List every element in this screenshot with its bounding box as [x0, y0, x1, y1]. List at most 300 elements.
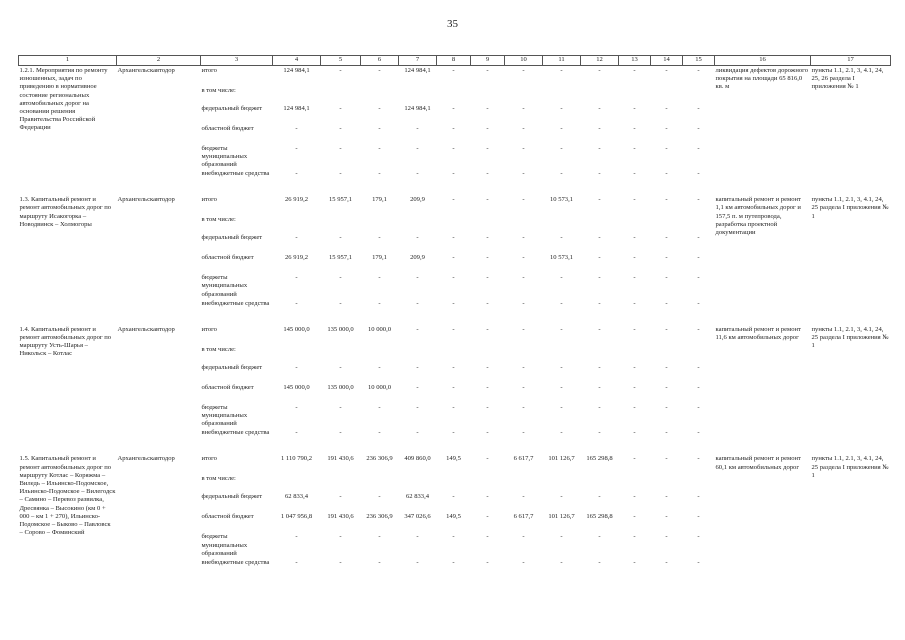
amount-cell: 10 573,1 — [549, 196, 574, 204]
funding-source: бюджеты муниципальных образований — [201, 403, 248, 428]
amount-cell: 15 957,1 — [328, 254, 353, 262]
amount-cell: - — [598, 67, 601, 74]
amount-cell: - — [633, 325, 636, 333]
funding-source: итого — [201, 455, 217, 463]
amount-cell: 179,1 — [372, 254, 387, 262]
amount-cell: - — [486, 429, 489, 437]
amount-cell: - — [697, 124, 700, 132]
amount-cell: - — [486, 558, 489, 566]
amount-cell: - — [522, 124, 525, 132]
column-header: 9 — [471, 56, 505, 66]
amount-cell: - — [416, 363, 419, 371]
amount-cell — [273, 345, 321, 363]
amount-cell: 124 984,1 — [404, 104, 431, 112]
amount-cell: - — [416, 383, 419, 391]
column-header: 8 — [437, 56, 471, 66]
amount-cell: - — [598, 429, 601, 437]
amount-cell: - — [633, 170, 636, 178]
column-header: 10 — [505, 56, 543, 66]
measure-description: 1.4. Капитальный ремонт и ремонт автомобильных дорог по маршруту Усть-Шарья – Никольск – Котлас — [19, 325, 112, 358]
amount-cell: - — [416, 533, 419, 541]
amount-cell: - — [378, 104, 381, 112]
amount-cell: - — [339, 170, 342, 178]
amount-cell: - — [697, 299, 700, 307]
amount-cell — [437, 345, 471, 363]
column-header: 15 — [683, 56, 715, 66]
amount-cell: - — [598, 234, 601, 242]
amount-cell: - — [633, 299, 636, 307]
amount-cell: - — [598, 558, 601, 566]
amount-cell: - — [522, 104, 525, 112]
amount-cell: - — [486, 67, 489, 74]
amount-cell: - — [378, 493, 381, 501]
amount-cell: 124 984,1 — [283, 67, 310, 74]
amount-cell: - — [486, 325, 489, 333]
amount-cell: - — [339, 104, 342, 112]
amount-cell: 62 833,4 — [284, 493, 309, 501]
amount-cell: - — [452, 254, 455, 262]
amount-cell: - — [598, 104, 601, 112]
measure-description: 1.5. Капитальный ремонт и ремонт автомобильных дорог по маршруту Котлас – Коряжма – Виледь – Ильинско-Подомское, Ильинско-Подомское – Вилегодск – Самино – Перевоз развилка, Дресвянка – Высокино (км 0 + 000 – км 1 + 270), Ильинско-Подомское – Быково – Павловск – Сорово – Фоминский — [19, 455, 116, 537]
funding-source: внебюджетные средства — [201, 299, 270, 307]
amount-cell: - — [378, 533, 381, 541]
column-header: 7 — [399, 56, 437, 66]
amount-cell: - — [295, 533, 298, 541]
funding-source: бюджеты муниципальных образований — [201, 533, 248, 557]
amount-cell: - — [697, 170, 700, 178]
funding-source: внебюджетные средства — [201, 170, 270, 178]
amount-cell: - — [486, 196, 489, 204]
indicator-references: пункты 1.1, 2.1, 3, 4.1, 24, 25 раздела I приложения № 1 — [811, 196, 889, 220]
amount-cell: - — [665, 299, 668, 307]
amount-cell: - — [416, 274, 419, 282]
amount-cell: - — [452, 325, 455, 333]
amount-cell: - — [522, 67, 525, 74]
table-body — [19, 66, 891, 578]
amount-cell: - — [560, 144, 563, 152]
indicator-references: пункты 1.1, 2.1, 3, 4.1, 24, 25, 26 раздела I приложения № 1 — [811, 67, 884, 91]
amount-cell: 135 000,0 — [327, 383, 354, 391]
amount-cell: - — [665, 104, 668, 112]
amount-cell: - — [339, 558, 342, 566]
amount-cell: - — [295, 144, 298, 152]
amount-cell: - — [295, 234, 298, 242]
amount-cell: 145 000,0 — [283, 383, 310, 391]
table-row — [19, 325, 891, 345]
amount-cell: - — [598, 325, 601, 333]
amount-cell: - — [560, 363, 563, 371]
amount-cell: - — [452, 363, 455, 371]
amount-cell: - — [633, 104, 636, 112]
amount-cell: 179,1 — [372, 196, 387, 204]
amount-cell — [619, 345, 651, 363]
amount-cell: - — [339, 363, 342, 371]
funding-source: федеральный бюджет — [201, 363, 263, 371]
amount-cell — [581, 474, 619, 492]
amount-cell: - — [378, 274, 381, 282]
amount-cell: 236 306,9 — [366, 513, 393, 521]
amount-cell: - — [486, 104, 489, 112]
amount-cell: - — [522, 403, 525, 411]
amount-cell — [651, 86, 683, 104]
amount-cell: - — [339, 274, 342, 282]
amount-cell: - — [665, 325, 668, 333]
amount-cell — [321, 215, 361, 233]
amount-cell — [471, 345, 505, 363]
amount-cell: - — [633, 513, 636, 521]
program-table — [18, 55, 891, 578]
amount-cell: - — [633, 254, 636, 262]
amount-cell — [361, 86, 399, 104]
amount-cell: - — [697, 67, 700, 74]
expected-result: капитальный ремонт и ремонт 11,6 км автомобильных дорог — [715, 325, 801, 341]
amount-cell: 6 617,7 — [513, 513, 534, 521]
amount-cell: - — [486, 234, 489, 242]
amount-cell: - — [633, 493, 636, 501]
funding-source: федеральный бюджет — [201, 104, 263, 112]
amount-cell — [321, 86, 361, 104]
amount-cell: 1 047 956,8 — [280, 513, 313, 521]
funding-source: итого — [201, 196, 217, 204]
amount-cell: - — [486, 363, 489, 371]
amount-cell: - — [295, 429, 298, 437]
amount-cell: - — [295, 170, 298, 178]
amount-cell: - — [697, 325, 700, 333]
amount-cell: - — [665, 513, 668, 521]
amount-cell: - — [665, 67, 668, 74]
amount-cell — [505, 345, 543, 363]
amount-cell: - — [486, 124, 489, 132]
amount-cell: 149,5 — [446, 455, 461, 463]
amount-cell: - — [697, 254, 700, 262]
amount-cell: - — [452, 533, 455, 541]
amount-cell: - — [522, 325, 525, 333]
expected-result: ликвидация дефектов дорожного покрытия на площади 65 816,0 кв. м — [715, 67, 809, 91]
amount-cell: - — [295, 274, 298, 282]
amount-cell: - — [522, 234, 525, 242]
funding-source: в том числе: — [201, 216, 236, 224]
amount-cell: 165 298,8 — [586, 513, 613, 521]
amount-cell: - — [633, 429, 636, 437]
amount-cell: - — [665, 383, 668, 391]
column-header: 1 — [19, 56, 117, 66]
amount-cell: - — [665, 429, 668, 437]
amount-cell: - — [633, 144, 636, 152]
amount-cell: - — [452, 493, 455, 501]
amount-cell: - — [486, 383, 489, 391]
amount-cell: 135 000,0 — [327, 325, 354, 333]
column-header: 2 — [117, 56, 201, 66]
amount-cell: - — [560, 403, 563, 411]
amount-cell: - — [339, 144, 342, 152]
amount-cell: - — [339, 124, 342, 132]
column-header: 12 — [581, 56, 619, 66]
amount-cell: 26 919,2 — [284, 196, 309, 204]
amount-cell: - — [522, 196, 525, 204]
amount-cell: - — [665, 533, 668, 541]
amount-cell: 209,9 — [410, 254, 425, 262]
amount-cell: - — [486, 274, 489, 282]
amount-cell: - — [486, 144, 489, 152]
amount-cell: - — [560, 533, 563, 541]
amount-cell: - — [452, 299, 455, 307]
table-row — [19, 195, 891, 215]
amount-cell — [543, 474, 581, 492]
amount-cell: - — [633, 403, 636, 411]
amount-cell — [651, 215, 683, 233]
amount-cell: - — [339, 429, 342, 437]
amount-cell: 165 298,8 — [586, 455, 613, 463]
funding-source: в том числе: — [201, 475, 236, 483]
amount-cell: 149,5 — [446, 513, 461, 521]
amount-cell: - — [560, 429, 563, 437]
amount-cell: - — [522, 558, 525, 566]
amount-cell: 101 126,7 — [548, 513, 575, 521]
amount-cell: - — [378, 403, 381, 411]
amount-cell: 409 860,0 — [404, 455, 431, 463]
amount-cell: - — [598, 196, 601, 204]
amount-cell: - — [452, 274, 455, 282]
amount-cell: 1 110 790,2 — [280, 455, 313, 463]
funding-source: итого — [201, 67, 217, 74]
amount-cell: - — [452, 124, 455, 132]
amount-cell: - — [598, 493, 601, 501]
amount-cell: - — [486, 455, 489, 463]
amount-cell: - — [633, 533, 636, 541]
funding-source: в том числе: — [201, 345, 236, 353]
amount-cell: - — [560, 234, 563, 242]
amount-cell: - — [633, 363, 636, 371]
amount-cell — [399, 345, 437, 363]
amount-cell — [471, 215, 505, 233]
amount-cell: - — [665, 144, 668, 152]
column-header: 5 — [321, 56, 361, 66]
amount-cell: - — [560, 299, 563, 307]
amount-cell: - — [633, 234, 636, 242]
amount-cell: - — [339, 493, 342, 501]
amount-cell: - — [665, 455, 668, 463]
amount-cell: - — [378, 558, 381, 566]
amount-cell — [651, 345, 683, 363]
funding-source: областной бюджет — [201, 254, 254, 262]
amount-cell: - — [295, 299, 298, 307]
amount-cell: - — [339, 67, 342, 74]
amount-cell: - — [665, 403, 668, 411]
executor: Архангельскавтодор — [117, 455, 175, 463]
amount-cell: - — [416, 299, 419, 307]
amount-cell — [361, 345, 399, 363]
amount-cell — [471, 474, 505, 492]
amount-cell: 236 306,9 — [366, 455, 393, 463]
amount-cell — [273, 215, 321, 233]
amount-cell: 10 000,0 — [367, 325, 392, 333]
amount-cell: - — [378, 124, 381, 132]
amount-cell: - — [416, 403, 419, 411]
amount-cell: - — [665, 274, 668, 282]
amount-cell: - — [452, 104, 455, 112]
amount-cell: - — [697, 144, 700, 152]
amount-cell: - — [665, 196, 668, 204]
amount-cell: 145 000,0 — [283, 325, 310, 333]
funding-source: бюджеты муниципальных образований — [201, 144, 248, 168]
amount-cell: - — [560, 104, 563, 112]
table-row — [19, 454, 891, 474]
amount-cell — [273, 474, 321, 492]
amount-cell — [619, 86, 651, 104]
amount-cell — [683, 345, 715, 363]
amount-cell: - — [486, 170, 489, 178]
amount-cell — [437, 215, 471, 233]
funding-source: бюджеты муниципальных образований — [201, 274, 248, 298]
amount-cell — [581, 86, 619, 104]
amount-cell: 101 126,7 — [548, 455, 575, 463]
amount-cell: - — [697, 455, 700, 463]
amount-cell: - — [522, 383, 525, 391]
amount-cell: 124 984,1 — [404, 67, 431, 74]
amount-cell: - — [452, 403, 455, 411]
amount-cell: - — [697, 429, 700, 437]
amount-cell: - — [378, 299, 381, 307]
amount-cell: - — [598, 274, 601, 282]
amount-cell: - — [633, 274, 636, 282]
amount-cell: 26 919,2 — [284, 254, 309, 262]
amount-cell — [543, 86, 581, 104]
column-header: 16 — [715, 56, 811, 66]
amount-cell — [683, 215, 715, 233]
amount-cell — [399, 474, 437, 492]
executor: Архангельскавтодор — [117, 67, 175, 74]
amount-cell: 10 000,0 — [367, 383, 392, 391]
amount-cell: - — [598, 299, 601, 307]
amount-cell: - — [665, 493, 668, 501]
amount-cell: - — [665, 170, 668, 178]
amount-cell: - — [697, 234, 700, 242]
amount-cell: - — [452, 558, 455, 566]
amount-cell — [437, 474, 471, 492]
amount-cell: - — [665, 234, 668, 242]
amount-cell: - — [633, 67, 636, 74]
amount-cell: - — [522, 429, 525, 437]
amount-cell: - — [452, 144, 455, 152]
amount-cell — [651, 474, 683, 492]
amount-cell: - — [598, 170, 601, 178]
column-header: 11 — [543, 56, 581, 66]
amount-cell — [619, 474, 651, 492]
amount-cell: - — [452, 383, 455, 391]
amount-cell: - — [452, 429, 455, 437]
amount-cell: 10 573,1 — [549, 254, 574, 262]
amount-cell: - — [598, 363, 601, 371]
amount-cell: 62 833,4 — [405, 493, 430, 501]
amount-cell: - — [452, 196, 455, 204]
amount-cell — [321, 474, 361, 492]
table-row — [19, 66, 891, 86]
amount-cell — [683, 86, 715, 104]
amount-cell — [619, 215, 651, 233]
amount-cell: - — [416, 144, 419, 152]
amount-cell: - — [295, 558, 298, 566]
amount-cell: - — [633, 558, 636, 566]
amount-cell: - — [295, 363, 298, 371]
amount-cell: - — [665, 124, 668, 132]
column-header: 6 — [361, 56, 399, 66]
amount-cell — [273, 86, 321, 104]
amount-cell: - — [522, 254, 525, 262]
amount-cell — [581, 345, 619, 363]
amount-cell: - — [560, 67, 563, 74]
column-header: 17 — [811, 56, 891, 66]
amount-cell — [505, 86, 543, 104]
amount-cell: - — [378, 144, 381, 152]
amount-cell: - — [486, 493, 489, 501]
amount-cell: 191 430,6 — [327, 513, 354, 521]
amount-cell: - — [697, 513, 700, 521]
funding-source: внебюджетные средства — [201, 558, 270, 566]
amount-cell: 15 957,1 — [328, 196, 353, 204]
amount-cell: - — [560, 325, 563, 333]
amount-cell: - — [452, 67, 455, 74]
funding-source: областной бюджет — [201, 383, 254, 391]
amount-cell: - — [522, 299, 525, 307]
amount-cell: 191 430,6 — [327, 455, 354, 463]
amount-cell: - — [522, 363, 525, 371]
amount-cell: - — [339, 299, 342, 307]
amount-cell: - — [416, 558, 419, 566]
amount-cell: - — [697, 493, 700, 501]
expected-result: капитальный ремонт и ремонт 1,1 км автомобильных дорог и 157,5 п. м путепровода, разработка проектной документации — [715, 196, 801, 236]
amount-cell: - — [633, 196, 636, 204]
amount-cell — [471, 86, 505, 104]
funding-source: областной бюджет — [201, 513, 254, 521]
amount-cell: - — [633, 455, 636, 463]
executor: Архангельскавтодор — [117, 196, 175, 204]
amount-cell — [399, 86, 437, 104]
amount-cell — [543, 215, 581, 233]
indicator-references: пункты 1.1, 2.1, 3, 4.1, 24, 25 раздела I приложения № 1 — [811, 455, 889, 479]
amount-cell: - — [598, 533, 601, 541]
expected-result: капитальный ремонт и ремонт 60,1 км автомобильных дорог — [715, 455, 801, 471]
amount-cell: - — [522, 274, 525, 282]
amount-cell — [683, 474, 715, 492]
amount-cell: - — [697, 104, 700, 112]
amount-cell: - — [560, 274, 563, 282]
amount-cell — [361, 474, 399, 492]
amount-cell: - — [378, 429, 381, 437]
amount-cell: - — [598, 383, 601, 391]
amount-cell: - — [560, 493, 563, 501]
amount-cell — [505, 215, 543, 233]
amount-cell: - — [633, 124, 636, 132]
amount-cell: - — [486, 513, 489, 521]
amount-cell: - — [486, 299, 489, 307]
amount-cell: - — [633, 383, 636, 391]
amount-cell: - — [560, 558, 563, 566]
measure-description: 1.2.1. Мероприятия по ремонту изношенных, задач по приведению в нормативное состояние региональных автомобильных дорог на основании решения Правительства Российской Федерации — [19, 67, 108, 132]
amount-cell: - — [697, 196, 700, 204]
funding-source: внебюджетные средства — [201, 429, 270, 437]
amount-cell: - — [339, 403, 342, 411]
amount-cell: - — [416, 124, 419, 132]
funding-source: итого — [201, 325, 217, 333]
amount-cell: - — [598, 124, 601, 132]
amount-cell: - — [697, 274, 700, 282]
amount-cell — [505, 474, 543, 492]
amount-cell: - — [598, 254, 601, 262]
funding-source: федеральный бюджет — [201, 234, 263, 242]
amount-cell: 124 984,1 — [283, 104, 310, 112]
executor: Архангельскавтодор — [117, 325, 175, 333]
column-numbers-row — [19, 56, 891, 66]
